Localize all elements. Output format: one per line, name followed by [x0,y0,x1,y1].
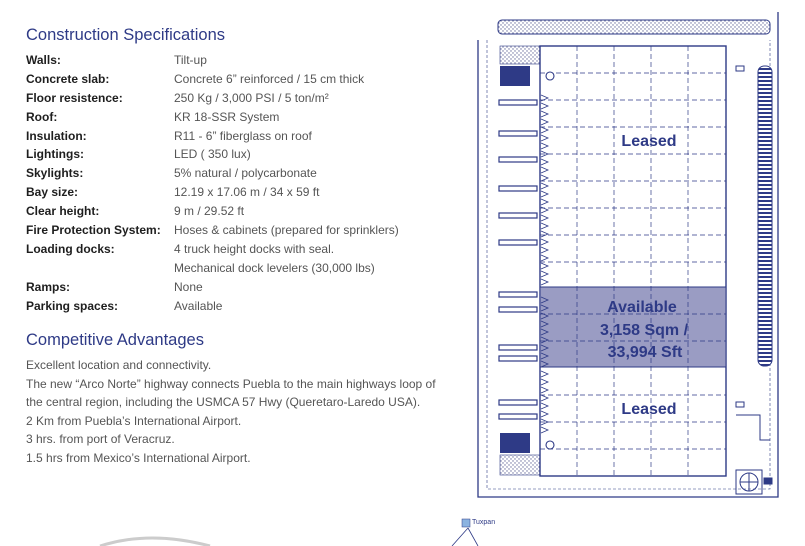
dock-wall-bottom [500,433,530,453]
spec-label: Clear height: [26,204,100,219]
map-road-lines [452,528,478,546]
spec-value: Concrete 6” reinforced / 15 cm thick [174,71,365,86]
utility-structure [736,415,772,494]
advantage-line: 1.5 hrs from Mexico’s International Airport. [26,450,251,465]
loading-docks [499,100,537,419]
spec-label: Concrete slab: [26,71,110,86]
advantage-line: The new “Arco Norte” highway connects Puebla to the main highways loop of [26,376,436,391]
spec-value: Tilt-up [174,53,207,67]
dock-wall-top [500,66,530,86]
leased-bottom-label: Leased [621,401,677,418]
available-sft-label: 33,994 Sft [607,344,683,361]
spec-label: Ramps: [26,279,71,294]
spec-label: Skylights: [26,166,84,181]
advantage-line: Excellent location and connectivity. [26,358,212,372]
map-road-arc [100,538,210,546]
spec-label: Parking spaces: [26,298,119,313]
spec-label: Lightings: [26,147,84,162]
spec-value: 4 truck height docks with seal. [174,241,335,256]
construction-specifications-title: Construction Specifications [26,26,226,44]
spec-label: Walls: [26,53,61,67]
spec-value: Hoses & cabinets (prepared for sprinklers) [174,223,399,238]
map-pin-icon [462,519,470,527]
available-label: Available [607,299,677,316]
spec-value: Mechanical dock levelers (30,000 lbs) [174,260,375,275]
spec-label: Loading docks: [26,241,115,256]
advantage-line: 3 hrs. from port of Veracruz. [26,432,175,447]
top-hatched-strip [498,20,770,34]
competitive-advantages-title: Competitive Advantages [26,331,204,349]
spec-value: 12.19 x 17.06 m / 34 x 59 ft [174,185,320,200]
right-parking-strip [758,66,772,366]
spec-value: KR 18-SSR System [174,109,280,124]
spec-value: 250 Kg / 3,000 PSI / 5 ton/m² [174,90,329,105]
spec-label: Roof: [26,109,58,124]
available-sqm-label: 3,158 Sqm / [599,322,689,339]
spec-value: 9 m / 29.52 ft [174,204,245,219]
spec-value: LED ( 350 lux) [174,147,251,162]
spec-label: Insulation: [26,128,87,143]
advantage-line: 2 Km from Puebla’s International Airport. [26,413,242,428]
leased-top-label: Leased [621,133,677,150]
spec-value: 5% natural / polycarbonate [174,166,317,181]
spec-label: Floor resistence: [26,90,123,105]
spec-value: Available [174,298,223,313]
advantage-line: the central region, including the USMCA 57 Hwy (Queretaro-Laredo USA). [26,395,421,410]
map-location-label: Tuxpan [472,519,496,526]
spec-label: Bay size: [26,185,79,200]
spec-value: None [174,279,203,294]
spec-label: Fire Protection System: [26,223,161,238]
spec-value: R11 - 6” fiberglass on roof [174,128,312,143]
